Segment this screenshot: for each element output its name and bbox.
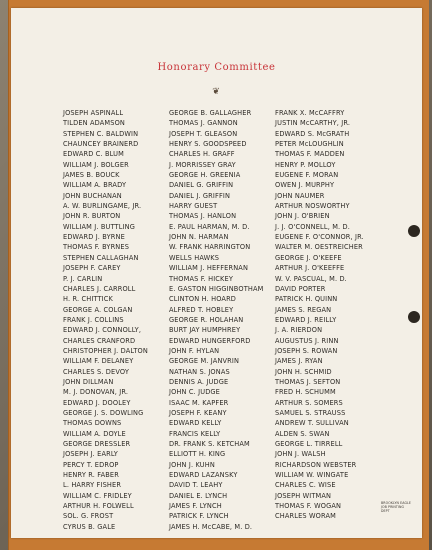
committee-member-name: JOHN J. O'BRIEN [275, 212, 330, 221]
committee-member-name: EUGENE F. O'CONNOR, JR. [275, 233, 364, 242]
committee-member-name: FRANK J. COLLINS [63, 315, 124, 324]
committee-member-name: SOL. G. FROST [63, 512, 114, 521]
committee-member-name: JOHN F. HYLAN [169, 346, 220, 355]
committee-member-name: JOSEPH F. KEANY [169, 408, 227, 417]
committee-member-name: WILLIAM J. HEFFERNAN [169, 264, 249, 273]
committee-member-name: JOHN NAUMER [275, 191, 325, 200]
program-page [11, 8, 422, 538]
committee-member-name: ARTHUR S. SOMERS [275, 398, 343, 407]
page-title: Honorary Committee [157, 62, 276, 73]
committee-member-name: JOSEPH T. GLEASON [169, 129, 238, 138]
committee-member-name: CYRUS B. GALE [63, 522, 116, 531]
committee-member-name: CHARLES WORAM [275, 512, 336, 521]
committee-member-name: L. HARRY FISHER [63, 481, 122, 490]
committee-member-name: CHARLES H. GRAFF [169, 150, 235, 159]
committee-member-name: CHARLES C. WISE [275, 481, 336, 490]
committee-member-name: FRANK X. McCAFFRY [275, 109, 345, 117]
committee-member-name: JOSEPH F. CAREY [63, 264, 121, 273]
committee-member-name: J. A. RIERDON [275, 326, 323, 335]
committee-member-name: M. J. DONOVAN, JR. [63, 388, 129, 397]
committee-member-name: GEORGE DRESSLER [63, 440, 131, 448]
committee-member-name: RICHARDSON WEBSTER [275, 460, 357, 469]
committee-member-name: BURT JAY HUMPHREY [169, 326, 241, 335]
committee-member-name: JOHN DILLMAN [63, 377, 114, 386]
committee-member-name: PATRICK H. QUINN [275, 295, 338, 304]
committee-member-name: A. W. BURLINGAME, JR. [63, 202, 142, 211]
committee-member-name: JOSEPH S. ROWAN [275, 346, 338, 355]
committee-member-name: WILLIAM J. BUTTLING [63, 222, 135, 231]
committee-member-name: WALTER M. OESTREICHER [275, 243, 363, 252]
committee-member-name: THOMAS J. HANLON [169, 212, 237, 221]
committee-member-name: JOSEPH J. EARLY [63, 450, 118, 459]
committee-member-name: JAMES J. RYAN [275, 357, 323, 366]
committee-member-name: EDWARD J. REILLY [275, 315, 337, 324]
committee-member-name: JOHN N. HARMAN [169, 233, 229, 242]
stamp-line: DEPT [381, 509, 390, 513]
committee-member-name: WILLIAM C. FRIDLEY [63, 491, 132, 500]
committee-member-name: JAMES B. BOUCK [63, 171, 120, 180]
committee-member-name: THOMAS F. HICKEY [169, 274, 234, 283]
committee-member-name: ELLIOTT H. KING [169, 450, 226, 459]
committee-member-name: JOHN BUCHANAN [63, 191, 122, 200]
stamp-line: BROOKLYN EAGLE [381, 501, 412, 505]
names-column-2 [169, 108, 264, 532]
names-column-1 [63, 108, 148, 532]
binder-hole [408, 225, 420, 237]
committee-member-name: JOHN H. SCHMID [275, 367, 332, 376]
committee-member-name: THOMAS F. MADDEN [275, 150, 345, 159]
committee-member-name: STEPHEN CALLAGHAN [63, 253, 139, 262]
committee-member-name: PERCY T. EDROP [63, 460, 119, 469]
committee-member-name: EDWARD J. BYRNE [63, 233, 125, 242]
committee-member-name: EDWARD KELLY [169, 419, 222, 428]
committee-member-name: WILLIAM A. DOYLE [63, 429, 126, 438]
printer-stamp [381, 501, 421, 513]
committee-member-name: CHARLES S. DEVOY [63, 367, 130, 376]
committee-member-name: THOMAS DOWNS [63, 419, 122, 428]
committee-member-name: DANIEL G. GRIFFIN [169, 181, 234, 190]
committee-member-name: PETER McLOUGHLIN [275, 140, 344, 149]
committee-member-name: AUGUSTUS J. RINN [275, 336, 339, 345]
committee-member-name: HENRY P. MOLLOY [275, 160, 336, 169]
committee-member-name: WILLIAM A. BRADY [63, 181, 127, 190]
committee-member-name: GEORGE J. O'KEEFE [275, 253, 342, 262]
committee-member-name: ANDREW T. SULLIVAN [275, 419, 349, 428]
committee-member-name: DR. FRANK S. KETCHAM [169, 440, 250, 448]
committee-member-name: EDWARD C. BLUM [63, 150, 124, 159]
committee-member-name: GEORGE L. TIRRELL [275, 440, 343, 448]
committee-member-name: ARTHUR H. FOLWELL [63, 502, 134, 511]
binder-hole [408, 311, 420, 323]
committee-member-name: JOHN J. KUHN [169, 460, 215, 469]
committee-member-name: HARRY GUEST [169, 202, 218, 211]
committee-member-name: E. PAUL HARMAN, M. D. [169, 222, 250, 231]
committee-member-name: PATRICK F. LYNCH [169, 512, 229, 521]
committee-member-name: JAMES F. LYNCH [169, 502, 222, 511]
committee-member-name: EDWARD HUNGERFORD [169, 336, 251, 345]
committee-member-name: DAVID PORTER [275, 284, 326, 293]
committee-member-name: ALDEN S. SWAN [275, 429, 330, 438]
committee-member-name: W. FRANK HARRINGTON [169, 243, 251, 252]
committee-member-name: EDWARD LAZANSKY [169, 471, 238, 480]
committee-member-name: P. J. CARLIN [63, 274, 103, 283]
committee-member-name: NATHAN S. JONAS [169, 367, 230, 376]
committee-member-name: CHRISTOPHER J. DALTON [63, 346, 148, 355]
committee-member-name: STEPHEN C. BALDWIN [63, 129, 139, 138]
committee-member-name: E. GASTON HIGGINBOTHAM [169, 284, 264, 293]
committee-member-name: JOHN R. BURTON [63, 212, 121, 221]
committee-member-name: THOMAS J. SEFTON [275, 377, 341, 386]
committee-member-name: FRED H. SCHUMM [275, 388, 336, 397]
committee-member-name: JAMES S. REGAN [275, 305, 332, 314]
committee-member-name: CHARLES J. CARROLL [63, 284, 136, 293]
committee-member-name: JOHN J. WALSH [275, 450, 326, 459]
committee-member-name: HENRY R. FABER [63, 471, 119, 480]
committee-member-name: WILLIAM W. WINGATE [275, 471, 349, 480]
committee-member-name: EDWARD J. DOOLEY [63, 398, 131, 407]
committee-member-name: WILLIAM J. BOLGER [63, 160, 129, 169]
committee-member-name: CLINTON H. HOARD [169, 295, 237, 304]
committee-member-name: J. MORRISSEY GRAY [169, 160, 236, 169]
committee-member-name: THOMAS J. GANNON [169, 119, 238, 128]
committee-member-name: GEORGE B. GALLAGHER [169, 109, 252, 117]
committee-member-name: GEORGE R. HOLAHAN [169, 315, 244, 324]
committee-member-name: DAVID T. LEAHY [169, 481, 223, 490]
committee-member-name: ALFRED T. HOBLEY [169, 305, 234, 314]
committee-member-name: JOHN C. JUDGE [169, 388, 220, 397]
names-column-3 [275, 108, 364, 522]
heart-ornament-icon: ❦ [212, 87, 220, 97]
committee-member-name: WILLIAM F. DELANEY [63, 357, 134, 366]
committee-member-name: ISAAC M. KAPFER [169, 398, 229, 407]
committee-member-name: DANIEL J. GRIFFIN [169, 191, 231, 200]
committee-member-name: JUSTIN McCARTHY, JR. [275, 119, 351, 128]
committee-member-name: DANIEL E. LYNCH [169, 491, 228, 500]
committee-member-name: W. V. PASCUAL, M. D. [275, 274, 347, 283]
committee-member-name: EDWARD S. McGRATH [275, 129, 350, 138]
committee-member-name: J. J. O'CONNELL, M. D. [275, 222, 350, 231]
committee-member-name: SAMUEL S. STRAUSS [275, 408, 346, 417]
committee-member-name: EDWARD J. CONNOLLY, [63, 326, 142, 335]
committee-member-name: JOSEPH ASPINALL [63, 109, 124, 117]
committee-member-name: TILDEN ADAMSON [63, 119, 125, 128]
committee-member-name: FRANCIS KELLY [169, 429, 221, 438]
committee-member-name: OWEN J. MURPHY [275, 181, 335, 190]
committee-member-name: CHAUNCEY BRAINERD [63, 140, 139, 149]
committee-member-name: JAMES H. McCABE, M. D. [169, 522, 253, 531]
committee-member-name: CHARLES CRANFORD [63, 336, 136, 345]
committee-member-name: GEORGE J. S. DOWLING [63, 408, 144, 417]
committee-member-name: GEORGE H. GREENIA [169, 171, 241, 180]
committee-member-name: THOMAS F. WOGAN [275, 502, 342, 511]
committee-member-name: JOSEPH WITMAN [275, 491, 332, 500]
committee-member-name: DENNIS A. JUDGE [169, 377, 229, 386]
committee-member-name: GEORGE M. JANVRIN [169, 357, 240, 366]
committee-member-name: ARTHUR J. O'KEEFFE [275, 264, 345, 273]
committee-member-name: HENRY S. GOODSPEED [169, 140, 247, 149]
committee-member-name: THOMAS F. BYRNES [63, 243, 130, 252]
committee-member-name: ARTHUR NOSWORTHY [275, 202, 350, 211]
stamp-line: JOB PRINTING [381, 505, 405, 509]
committee-member-name: H. R. CHITTICK [63, 295, 113, 304]
committee-member-name: GEORGE A. COLGAN [63, 305, 133, 314]
committee-member-name: EUGENE F. MORAN [275, 171, 339, 180]
committee-member-name: WELLS HAWKS [169, 253, 220, 262]
